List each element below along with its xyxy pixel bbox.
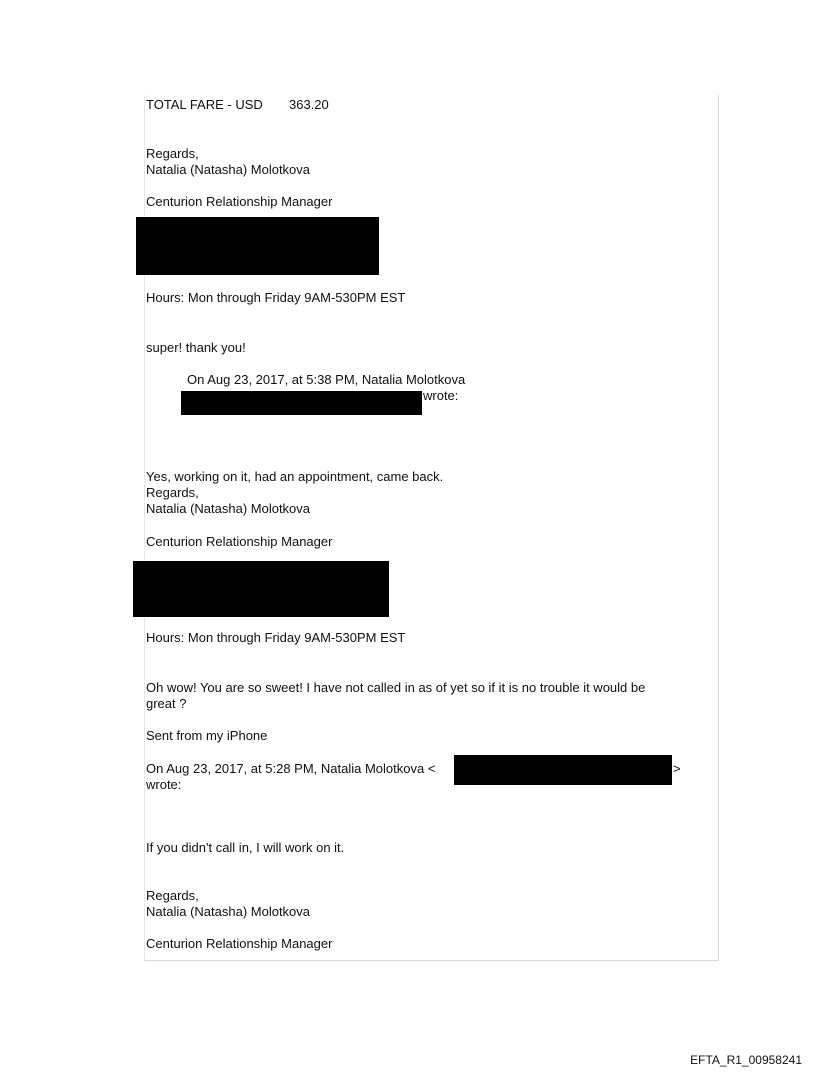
redaction-block xyxy=(133,561,389,617)
signature-closing: Regards, xyxy=(146,888,199,903)
signature-title: Centurion Relationship Manager xyxy=(146,194,333,209)
redaction-email-address xyxy=(181,391,422,415)
signature-hours: Hours: Mon through Friday 9AM-530PM EST xyxy=(146,630,406,645)
document-id: EFTA_R1_00958241 xyxy=(690,1053,802,1067)
fare-label: TOTAL FARE - USD xyxy=(146,97,263,112)
quote-close-bracket: > xyxy=(673,761,681,776)
signature-title: Centurion Relationship Manager xyxy=(146,936,333,951)
reply-text-line: great ? xyxy=(146,696,187,711)
quote-wrote: wrote: xyxy=(423,388,459,403)
signature-title: Centurion Relationship Manager xyxy=(146,534,333,549)
reply-text: super! thank you! xyxy=(146,340,246,355)
quote-wrote: wrote: xyxy=(146,777,182,792)
fare-amount: 363.20 xyxy=(289,97,329,112)
message-body: If you didn't call in, I will work on it. xyxy=(146,840,345,855)
reply-text-line: Oh wow! You are so sweet! I have not called in as of yet so if it is no trouble it would be xyxy=(146,680,646,695)
signature-hours: Hours: Mon through Friday 9AM-530PM EST xyxy=(146,290,406,305)
quote-header: On Aug 23, 2017, at 5:28 PM, Natalia Molotkova < xyxy=(146,761,436,776)
sent-from-line: Sent from my iPhone xyxy=(146,728,268,743)
signature-closing: Regards, xyxy=(146,485,199,500)
signature-closing: Regards, xyxy=(146,146,199,161)
signature-name: Natalia (Natasha) Molotkova xyxy=(146,904,311,919)
signature-name: Natalia (Natasha) Molotkova xyxy=(146,501,311,516)
message-body: Yes, working on it, had an appointment, came back. xyxy=(146,469,444,484)
redaction-email-address xyxy=(454,755,672,785)
signature-name: Natalia (Natasha) Molotkova xyxy=(146,162,311,177)
redaction-block xyxy=(136,217,379,275)
quote-header: On Aug 23, 2017, at 5:38 PM, Natalia Molotkova xyxy=(187,372,466,387)
